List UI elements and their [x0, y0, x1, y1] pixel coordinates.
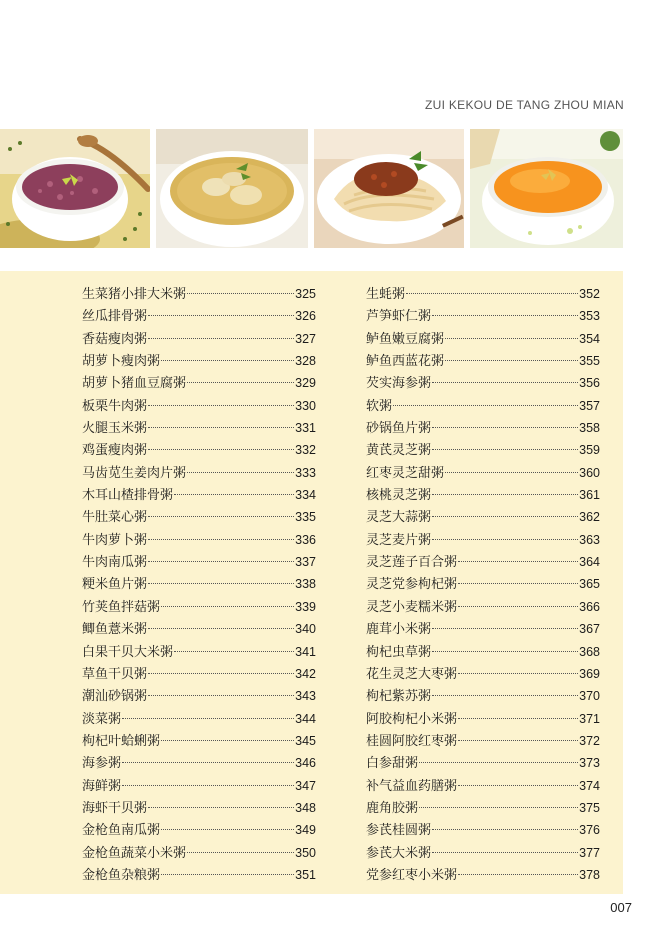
toc-leader-dots	[419, 762, 578, 763]
photo-chicken-soup	[156, 129, 308, 248]
toc-leader-dots	[148, 427, 294, 428]
toc-leader-dots	[161, 360, 294, 361]
toc-entry[interactable]	[82, 618, 316, 640]
toc-entry[interactable]	[366, 752, 600, 774]
toc-entry-page: 355	[579, 354, 600, 369]
toc-entry-page: 374	[579, 778, 600, 793]
toc-entry-page: 350	[295, 845, 316, 860]
toc-entry[interactable]	[366, 328, 600, 350]
toc-entry-page: 343	[295, 689, 316, 704]
toc-leader-dots	[161, 874, 294, 875]
toc-entry-page: 358	[579, 421, 600, 436]
toc-entry-page: 328	[295, 354, 316, 369]
toc-entry[interactable]	[366, 506, 600, 528]
toc-entry-title: 胡萝卜猪血豆腐粥	[82, 376, 187, 392]
toc-entry-page: 375	[579, 800, 600, 815]
toc-entry-title: 淡菜粥	[82, 711, 122, 727]
toc-leader-dots	[406, 293, 578, 294]
toc-entry-page: 349	[295, 823, 316, 838]
toc-entry[interactable]	[82, 864, 316, 886]
toc-leader-dots	[122, 762, 294, 763]
toc-entry[interactable]	[82, 395, 316, 417]
toc-entry[interactable]	[366, 730, 600, 752]
toc-leader-dots	[148, 539, 294, 540]
toc-entry-title: 芡实海参粥	[366, 376, 432, 392]
toc-entry-page: 332	[295, 443, 316, 458]
toc-entry-title: 核桃灵芝粥	[366, 488, 432, 504]
toc-entry-title: 补气益血药膳粥	[366, 778, 458, 794]
toc-entry-title: 板栗牛肉粥	[82, 398, 148, 414]
toc-entry-title: 枸杞虫草粥	[366, 644, 432, 660]
toc-leader-dots	[432, 449, 578, 450]
toc-entry-title: 胡萝卜瘦肉粥	[82, 354, 161, 370]
toc-entry-title: 木耳山楂排骨粥	[82, 488, 174, 504]
toc-entry-title: 竹荚鱼拌菇粥	[82, 599, 161, 615]
toc-leader-dots	[432, 516, 578, 517]
toc-entry-page: 327	[295, 331, 316, 346]
toc-entry-title: 灵芝麦片粥	[366, 532, 432, 548]
toc-entry-title: 海虾干贝粥	[82, 800, 148, 816]
toc-leader-dots	[458, 673, 578, 674]
toc-entry-page: 346	[295, 756, 316, 771]
toc-leader-dots	[445, 472, 578, 473]
page-number: 007	[610, 900, 632, 915]
toc-entry-title: 党参红枣小米粥	[366, 867, 458, 883]
toc-entry-title: 牛肉萝卜粥	[82, 532, 148, 548]
toc-entry[interactable]	[82, 730, 316, 752]
toc-entry-title: 金枪鱼杂粮粥	[82, 867, 161, 883]
toc-entry-page: 334	[295, 488, 316, 503]
toc-leader-dots	[161, 740, 294, 741]
toc-entry-page: 338	[295, 577, 316, 592]
toc-entry[interactable]	[366, 819, 600, 841]
toc-entry[interactable]	[82, 775, 316, 797]
toc-leader-dots	[432, 494, 578, 495]
toc-entry-page: 351	[295, 867, 316, 882]
photo-purple-porridge	[0, 129, 150, 248]
toc-leader-dots	[148, 628, 294, 629]
toc-leader-dots	[148, 561, 294, 562]
toc-entry[interactable]	[82, 708, 316, 730]
toc-entry-title: 潮汕砂锅粥	[82, 689, 148, 705]
toc-entry[interactable]	[366, 842, 600, 864]
toc-entry-title: 牛肉南瓜粥	[82, 555, 148, 571]
toc-leader-dots	[148, 338, 294, 339]
toc-entry-page: 325	[295, 287, 316, 301]
toc-entry-page: 361	[579, 488, 600, 503]
toc-entry[interactable]	[82, 462, 316, 484]
toc-entry[interactable]	[366, 708, 600, 730]
toc-entry[interactable]	[82, 350, 316, 372]
toc-entry-page: 342	[295, 666, 316, 681]
toc-entry-page: 377	[579, 845, 600, 860]
toc-entry[interactable]	[366, 529, 600, 551]
toc-entry[interactable]	[82, 372, 316, 394]
toc-entry-title: 生蚝粥	[366, 287, 406, 302]
toc-entry[interactable]	[82, 417, 316, 439]
toc-entry-page: 366	[579, 599, 600, 614]
toc-entry-page: 329	[295, 376, 316, 391]
toc-leader-dots	[432, 829, 578, 830]
toc-entry[interactable]	[82, 596, 316, 618]
toc-entry-title: 鹿角胶粥	[366, 800, 419, 816]
toc-leader-dots	[187, 293, 294, 294]
toc-entry[interactable]	[366, 596, 600, 618]
toc-leader-dots	[432, 427, 578, 428]
toc-entry[interactable]	[82, 752, 316, 774]
toc-entry-page: 331	[295, 421, 316, 436]
toc-entry[interactable]	[82, 842, 316, 864]
toc-entry-title: 香菇瘦肉粥	[82, 331, 148, 347]
toc-leader-dots	[432, 695, 578, 696]
toc-entry[interactable]	[82, 685, 316, 707]
toc-leader-dots	[148, 695, 294, 696]
toc-leader-dots	[161, 606, 294, 607]
toc-entry-title: 丝瓜排骨粥	[82, 309, 148, 325]
photo-noodles-meat-sauce	[314, 129, 464, 248]
toc-leader-dots	[458, 718, 578, 719]
toc-entry[interactable]	[82, 283, 316, 305]
toc-entry[interactable]	[82, 663, 316, 685]
toc-entry[interactable]	[366, 551, 600, 573]
toc-leader-dots	[122, 785, 294, 786]
toc-entry-title: 灵芝莲子百合粥	[366, 555, 458, 571]
toc-leader-dots	[458, 874, 578, 875]
toc-leader-dots	[161, 829, 294, 830]
toc-entry-page: 364	[579, 555, 600, 570]
toc-entry-title: 火腿玉米粥	[82, 421, 148, 437]
toc-entry-title: 灵芝党参枸杞粥	[366, 577, 458, 593]
toc-entry-title: 金枪鱼南瓜粥	[82, 823, 161, 839]
toc-leader-dots	[458, 583, 578, 584]
toc-entry-title: 海参粥	[82, 756, 122, 772]
toc-entry[interactable]	[82, 439, 316, 461]
toc-entry[interactable]	[366, 641, 600, 663]
toc-entry-title: 枸杞叶蛤蜊粥	[82, 733, 161, 749]
toc-entry[interactable]	[82, 551, 316, 573]
toc-entry[interactable]	[366, 797, 600, 819]
toc-entry-title: 牛肚菜心粥	[82, 510, 148, 526]
toc-entry[interactable]	[366, 663, 600, 685]
toc-leader-dots	[148, 315, 294, 316]
toc-entry-title: 鲈鱼嫩豆腐粥	[366, 331, 445, 347]
toc-entry-title: 灵芝小麦糯米粥	[366, 599, 458, 615]
toc-entry-page: 337	[295, 555, 316, 570]
toc-leader-dots	[148, 405, 294, 406]
toc-entry[interactable]	[82, 641, 316, 663]
toc-entry-page: 330	[295, 398, 316, 413]
toc-leader-dots	[432, 382, 578, 383]
toc-entry[interactable]	[82, 529, 316, 551]
toc-leader-dots	[432, 628, 578, 629]
toc-entry-title: 粳米鱼片粥	[82, 577, 148, 593]
toc-entry-title: 海鲜粥	[82, 778, 122, 794]
toc-entry-title: 枸杞紫苏粥	[366, 689, 432, 705]
toc-entry-page: 367	[579, 622, 600, 637]
toc-entry-page: 356	[579, 376, 600, 391]
toc-leader-dots	[187, 382, 294, 383]
toc-entry[interactable]	[82, 484, 316, 506]
toc-entry[interactable]	[366, 305, 600, 327]
toc-entry-page: 326	[295, 309, 316, 324]
toc-leader-dots	[432, 651, 578, 652]
toc-entry-page: 345	[295, 733, 316, 748]
toc-leader-dots	[432, 852, 578, 853]
toc-column-left	[82, 283, 316, 886]
toc-entry-title: 草鱼干贝粥	[82, 666, 148, 682]
toc-leader-dots	[187, 852, 294, 853]
toc-entry-title: 软粥	[366, 398, 393, 414]
toc-entry[interactable]	[366, 573, 600, 595]
running-header: ZUI KEKOU DE TANG ZHOU MIAN	[424, 98, 624, 112]
toc-leader-dots	[419, 807, 578, 808]
toc-entry-title: 鲫鱼薏米粥	[82, 622, 148, 638]
toc-leader-dots	[174, 494, 294, 495]
toc-entry-page: 368	[579, 644, 600, 659]
toc-entry-page: 340	[295, 622, 316, 637]
toc-entry-page: 347	[295, 778, 316, 793]
toc-entry-title: 白果干贝大米粥	[82, 644, 174, 660]
toc-entry-page: 348	[295, 800, 316, 815]
toc-entry-page: 357	[579, 398, 600, 413]
toc-entry-page: 352	[579, 287, 600, 301]
toc-leader-dots	[148, 449, 294, 450]
toc-entry-page: 336	[295, 532, 316, 547]
toc-entry-title: 鸡蛋瘦肉粥	[82, 443, 148, 459]
toc-entry-title: 参芪桂圆粥	[366, 823, 432, 839]
toc-entry-page: 335	[295, 510, 316, 525]
toc-entry-page: 341	[295, 644, 316, 659]
toc-leader-dots	[458, 561, 578, 562]
toc-entry[interactable]	[366, 484, 600, 506]
toc-entry[interactable]	[366, 775, 600, 797]
toc-leader-dots	[432, 315, 578, 316]
toc-entry[interactable]	[366, 417, 600, 439]
toc-entry-title: 生菜猪小排大米粥	[82, 287, 187, 302]
toc-entry-title: 桂圆阿胶红枣粥	[366, 733, 458, 749]
toc-entry-title: 砂锅鱼片粥	[366, 421, 432, 437]
toc-entry[interactable]	[82, 328, 316, 350]
toc-entry-page: 359	[579, 443, 600, 458]
toc-entry-title: 金枪鱼蔬菜小米粥	[82, 845, 187, 861]
toc-entry[interactable]	[82, 506, 316, 528]
toc-entry-title: 鲈鱼西蓝花粥	[366, 354, 445, 370]
toc-entry-page: 369	[579, 666, 600, 681]
toc-entry-page: 370	[579, 689, 600, 704]
toc-leader-dots	[445, 360, 578, 361]
toc-entry-page: 354	[579, 331, 600, 346]
toc-entry-title: 马齿苋生姜肉片粥	[82, 465, 187, 481]
toc-entry[interactable]	[82, 797, 316, 819]
toc-entry[interactable]	[366, 395, 600, 417]
toc-panel	[0, 271, 623, 894]
toc-leader-dots	[187, 472, 294, 473]
toc-entry-page: 344	[295, 711, 316, 726]
toc-entry-page: 373	[579, 756, 600, 771]
toc-leader-dots	[148, 673, 294, 674]
toc-column-right	[366, 283, 600, 886]
toc-entry-page: 360	[579, 465, 600, 480]
toc-entry-page: 339	[295, 599, 316, 614]
toc-leader-dots	[148, 807, 294, 808]
toc-entry-page: 371	[579, 711, 600, 726]
toc-entry-title: 花生灵芝大枣粥	[366, 666, 458, 682]
toc-leader-dots	[393, 405, 578, 406]
toc-entry[interactable]	[366, 685, 600, 707]
toc-entry-page: 362	[579, 510, 600, 525]
toc-entry[interactable]	[82, 305, 316, 327]
toc-entry-page: 365	[579, 577, 600, 592]
toc-leader-dots	[148, 583, 294, 584]
toc-entry[interactable]	[366, 350, 600, 372]
toc-leader-dots	[432, 539, 578, 540]
toc-entry-title: 阿胶枸杞小米粥	[366, 711, 458, 727]
toc-entry[interactable]	[366, 864, 600, 886]
toc-entry-title: 芦笋虾仁粥	[366, 309, 432, 325]
toc-leader-dots	[445, 338, 578, 339]
toc-leader-dots	[122, 718, 294, 719]
toc-entry-title: 黄芪灵芝粥	[366, 443, 432, 459]
photo-pumpkin-porridge	[470, 129, 623, 248]
toc-leader-dots	[148, 516, 294, 517]
toc-entry-title: 红枣灵芝甜粥	[366, 465, 445, 481]
toc-entry-page: 353	[579, 309, 600, 324]
toc-entry[interactable]	[366, 462, 600, 484]
toc-entry-title: 白参甜粥	[366, 756, 419, 772]
toc-entry-title: 灵芝大蒜粥	[366, 510, 432, 526]
toc-entry-page: 333	[295, 465, 316, 480]
toc-entry-page: 363	[579, 532, 600, 547]
toc-entry[interactable]	[82, 819, 316, 841]
toc-entry-title: 鹿茸小米粥	[366, 622, 432, 638]
toc-leader-dots	[458, 606, 578, 607]
toc-entry[interactable]	[366, 283, 600, 305]
toc-entry[interactable]	[82, 573, 316, 595]
toc-entry-page: 372	[579, 733, 600, 748]
toc-leader-dots	[458, 740, 578, 741]
toc-entry-page: 378	[579, 867, 600, 882]
toc-leader-dots	[174, 651, 294, 652]
toc-entry[interactable]	[366, 439, 600, 461]
toc-entry-title: 参芪大米粥	[366, 845, 432, 861]
toc-entry[interactable]	[366, 618, 600, 640]
toc-leader-dots	[458, 785, 578, 786]
toc-entry-page: 376	[579, 823, 600, 838]
toc-entry[interactable]	[366, 372, 600, 394]
